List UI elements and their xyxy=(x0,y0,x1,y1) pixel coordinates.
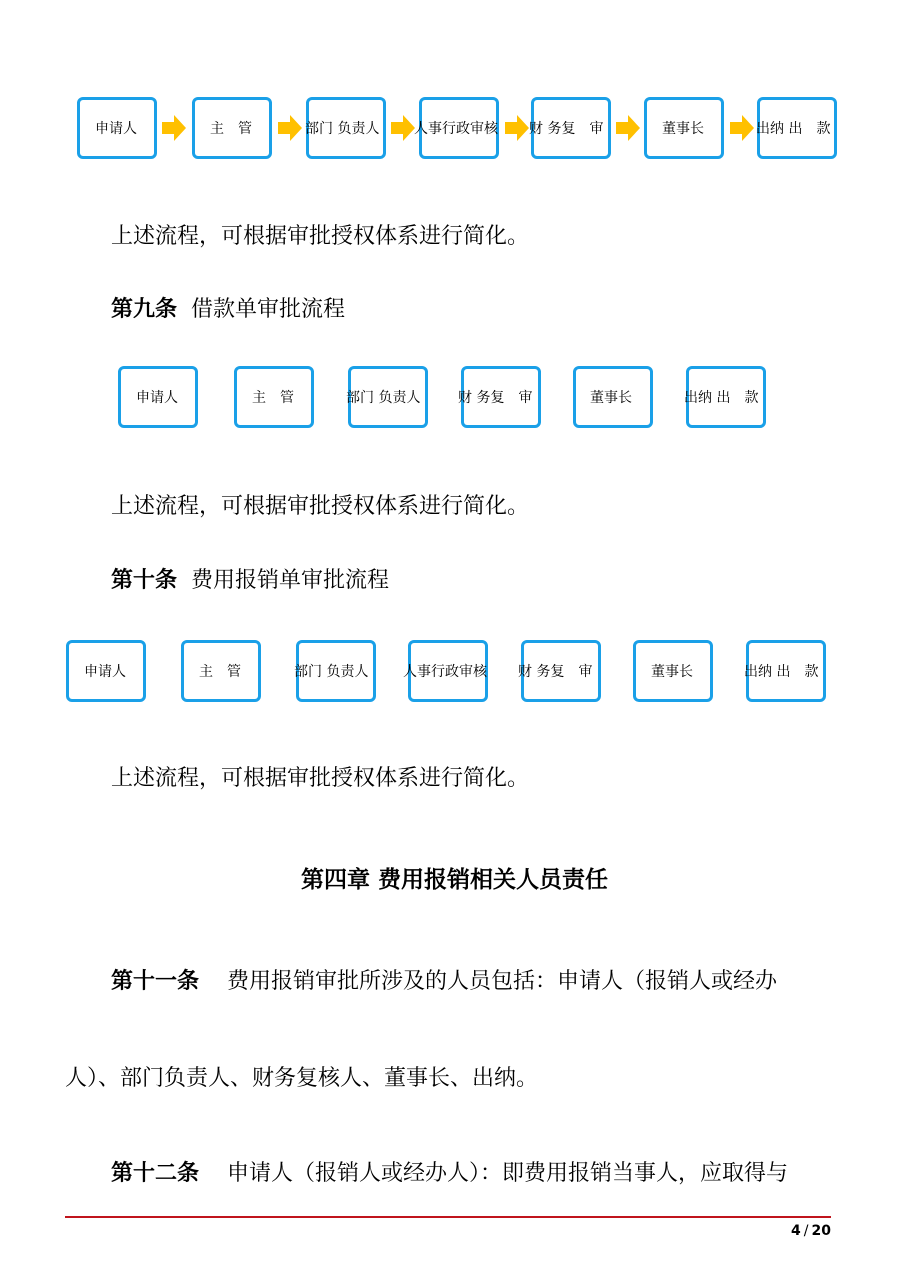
flow2-step-label: 出纳 出 款 xyxy=(684,390,759,406)
flow3-note: 上述流程，可根据审批授权体系进行简化。 xyxy=(111,766,530,791)
flow2-step-label: 财 务复 审 xyxy=(458,390,533,406)
arrow-right-icon xyxy=(730,115,754,141)
flow2-note: 上述流程，可根据审批授权体系进行简化。 xyxy=(111,494,530,519)
flow1-step-label: 主 管 xyxy=(210,121,252,137)
page-number xyxy=(791,1223,831,1239)
flow1-step-label: 部门 负责人 xyxy=(305,121,380,137)
footer-divider xyxy=(65,1216,831,1218)
article10-title: 费用报销单审批流程 xyxy=(191,568,390,593)
flow2-step-label: 主 管 xyxy=(252,390,294,406)
flow3-step-label: 出纳 出 款 xyxy=(744,664,819,680)
page-current: 4 xyxy=(791,1223,801,1239)
article11-line1 xyxy=(111,967,777,997)
flow1-step-label: 申请人 xyxy=(95,121,137,137)
flow1-step-label: 人事行政审核 xyxy=(414,121,498,137)
article11-text: 费用报销审批所涉及的人员包括：申请人（报销人或经办 xyxy=(227,969,778,994)
article9-heading xyxy=(111,295,345,325)
article12-line1 xyxy=(111,1159,788,1189)
arrow-right-icon xyxy=(162,115,186,141)
flow1-step-label: 财 务复 审 xyxy=(529,121,604,137)
flow3-step-label: 申请人 xyxy=(84,664,126,680)
article9-label: 第九条 xyxy=(111,297,178,322)
flow2-step-label: 董事长 xyxy=(590,390,632,406)
flow3-step-label: 主 管 xyxy=(199,664,241,680)
article11-line2: 人）、部门负责人、财务复核人、董事长、出纳。 xyxy=(65,1066,539,1091)
arrow-right-icon xyxy=(391,115,415,141)
flow2-step-label: 申请人 xyxy=(136,390,178,406)
flow1-step-label: 出纳 出 款 xyxy=(756,121,831,137)
flow3-step-label: 部门 负责人 xyxy=(294,664,369,680)
flow3-step-label: 董事长 xyxy=(651,664,693,680)
arrow-right-icon xyxy=(505,115,529,141)
article12-text: 申请人（报销人或经办人）：即费用报销当事人，应取得与 xyxy=(227,1161,789,1186)
chapter-title: 第四章 费用报销相关人员责任 xyxy=(300,867,608,893)
article10-heading xyxy=(111,566,389,596)
flow1-step-label: 董事长 xyxy=(662,121,704,137)
article12-label: 第十二条 xyxy=(111,1161,200,1186)
page-separator: / xyxy=(803,1223,809,1239)
arrow-right-icon xyxy=(278,115,302,141)
arrow-right-icon xyxy=(616,115,640,141)
flow2-step-label: 部门 负责人 xyxy=(346,390,421,406)
article9-title: 借款单审批流程 xyxy=(191,297,346,322)
flow3-step-label: 人事行政审核 xyxy=(403,664,487,680)
flow1-note: 上述流程，可根据审批授权体系进行简化。 xyxy=(111,224,530,249)
page-total: 20 xyxy=(811,1223,831,1239)
article11-label: 第十一条 xyxy=(111,969,200,994)
flow3-step-label: 财 务复 审 xyxy=(518,664,593,680)
article10-label: 第十条 xyxy=(111,568,178,593)
